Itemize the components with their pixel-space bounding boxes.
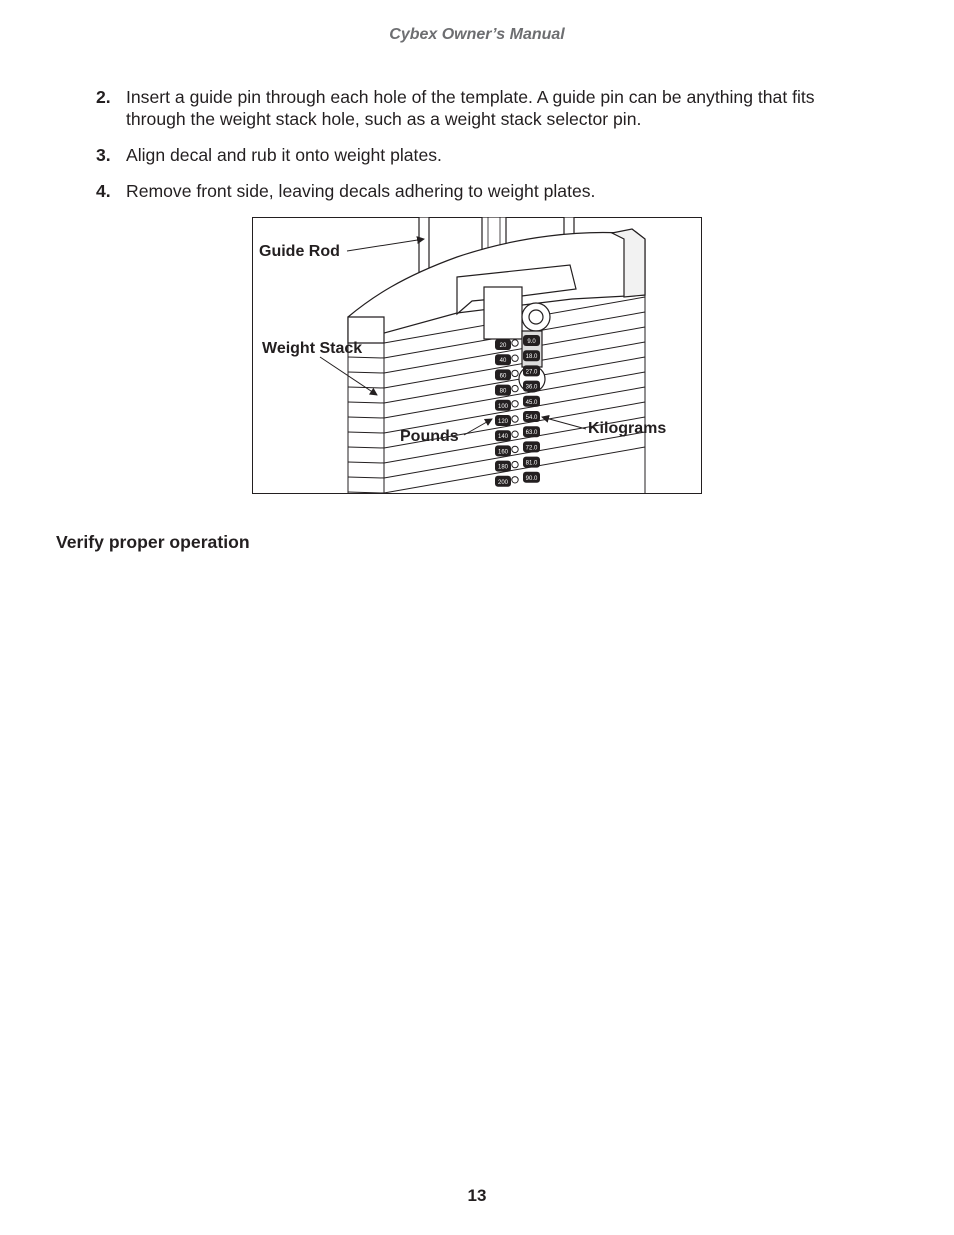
weight-stack-label: Weight Stack (262, 340, 363, 357)
svg-text:180: 180 (497, 464, 509, 471)
kilograms-decal (523, 350, 540, 361)
kilograms-decal (523, 396, 540, 407)
step-number: 4. (96, 181, 111, 201)
pin-hole (512, 355, 518, 361)
svg-text:120: 120 (497, 419, 509, 425)
kilograms-decal (523, 411, 540, 422)
pin-hole (512, 477, 518, 483)
pin-hole (512, 340, 518, 346)
pounds-label: Pounds (400, 428, 459, 445)
svg-text:160: 160 (497, 449, 509, 456)
svg-text:81.0: 81.0 (525, 460, 538, 467)
pounds-decal (495, 400, 511, 411)
svg-text:200: 200 (497, 479, 509, 486)
svg-text:18.0: 18.0 (525, 354, 538, 361)
weight-stack-illustration (252, 217, 702, 494)
kilograms-decal (523, 335, 540, 346)
pounds-decal (495, 339, 511, 350)
kilograms-decal (523, 441, 540, 452)
pin-hole (512, 370, 518, 376)
guide-rod-label: Guide Rod (259, 243, 340, 260)
instruction-steps (96, 86, 876, 216)
svg-text:140: 140 (497, 434, 509, 441)
svg-text:36.0: 36.0 (525, 384, 538, 391)
pounds-decal (495, 445, 511, 456)
svg-text:90.0: 90.0 (525, 475, 538, 482)
svg-text:20: 20 (499, 343, 507, 349)
kilograms-decal (523, 365, 540, 376)
svg-text:27.0: 27.0 (525, 369, 538, 376)
step-text: Align decal and rub it onto weight plates. (126, 145, 442, 165)
kilograms-label: Kilograms (588, 420, 667, 437)
page-number: 13 (467, 1186, 487, 1205)
svg-text:60: 60 (499, 373, 507, 380)
section-title: Verify proper operation (56, 532, 250, 552)
pounds-decal (495, 354, 511, 365)
svg-text:100: 100 (497, 403, 509, 410)
svg-text:63.0: 63.0 (525, 430, 538, 437)
step-item (96, 144, 876, 166)
pin-hole (512, 401, 518, 407)
pounds-decal (495, 369, 511, 380)
pin-hole (512, 385, 518, 391)
step-item (96, 86, 876, 130)
pin-hole (512, 461, 518, 467)
svg-text:72.0: 72.0 (525, 445, 538, 452)
svg-text:45.0: 45.0 (525, 399, 538, 406)
svg-text:40: 40 (499, 358, 507, 365)
weight-stack-figure (252, 217, 702, 494)
svg-text:80: 80 (499, 388, 507, 395)
step-number: 3. (96, 145, 111, 165)
step-number: 2. (96, 87, 111, 107)
manual-header: Cybex Owner’s Manual (389, 26, 565, 43)
kilograms-decal (523, 472, 540, 483)
pounds-decal (495, 461, 511, 472)
svg-text:54.0: 54.0 (525, 415, 538, 421)
step-text: Remove front side, leaving decals adhering to weight plates. (126, 181, 596, 201)
pounds-decal (495, 476, 511, 487)
kilograms-decal (523, 426, 540, 437)
pin-hole (512, 446, 518, 452)
pin-hole (512, 416, 518, 422)
step-text: Insert a guide pin through each hole of the template. A guide pin can be anything that fits through the weight stack hole, such as a weight stack selector pin. (126, 87, 815, 129)
svg-text:9.0: 9.0 (527, 339, 536, 345)
pin-hole (512, 431, 518, 437)
pounds-decal (495, 415, 511, 426)
step-item (96, 180, 876, 202)
pounds-decal (495, 430, 511, 441)
kilograms-decal (523, 381, 540, 392)
kilograms-decal (523, 457, 540, 468)
pounds-decal (495, 385, 511, 396)
